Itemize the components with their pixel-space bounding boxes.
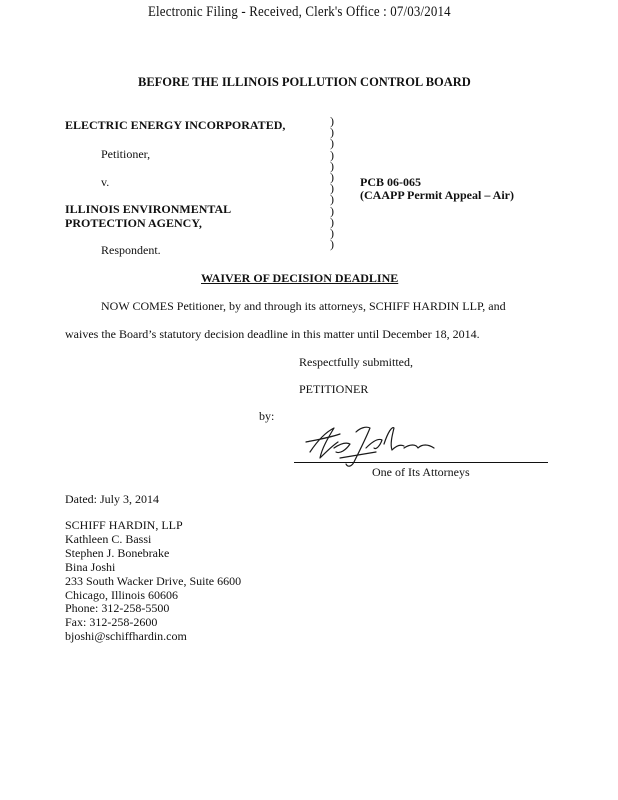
case-type: (CAAPP Permit Appeal – Air) (360, 188, 514, 202)
caption-paren: ) (330, 147, 334, 162)
attorney-name: Bina Joshi (65, 559, 116, 574)
closing-party: PETITIONER (299, 382, 369, 396)
caption-paren: ) (330, 226, 334, 241)
petitioner-name: ELECTRIC ENERGY INCORPORATED, (65, 118, 286, 132)
closing-respectfully: Respectfully submitted, (299, 355, 413, 369)
caption-paren: ) (330, 203, 334, 218)
document-title: WAIVER OF DECISION DEADLINE (201, 271, 399, 285)
attorney-name: Stephen J. Bonebrake (65, 545, 170, 560)
firm-email: bjoshi@schiffhardin.com (65, 629, 187, 644)
filing-stamp: Electronic Filing - Received, Clerk's Office : 07/03/2014 (148, 4, 451, 20)
body-line-2: waives the Board’s statutory decision deadline in this matter until December 18, 2014. (65, 327, 480, 341)
signature-caption: One of Its Attorneys (372, 465, 470, 479)
respondent-role: Respondent. (101, 243, 161, 257)
case-number: PCB 06-065 (360, 175, 421, 189)
caption-paren: ) (330, 114, 334, 128)
caption-paren: ) (330, 136, 334, 151)
caption-paren: ) (330, 125, 334, 140)
petitioner-role: Petitioner, (101, 147, 151, 161)
firm-fax: Fax: 312-258-2600 (65, 615, 158, 630)
versus-label: v. (101, 175, 110, 189)
signature-by-label: by: (259, 409, 275, 423)
board-title: BEFORE THE ILLINOIS POLLUTION CONTROL BOARD (138, 75, 471, 89)
caption-parenthesis-column (330, 116, 334, 250)
caption-paren: ) (330, 237, 334, 252)
firm-city-state-zip: Chicago, Illinois 60606 (65, 587, 178, 602)
caption-paren: ) (330, 181, 334, 196)
firm-street-address: 233 South Wacker Drive, Suite 6600 (65, 573, 242, 588)
firm-phone: Phone: 312-258-5500 (65, 601, 170, 616)
caption-paren: ) (330, 192, 334, 207)
firm-address-block (65, 519, 241, 644)
body-line-1: NOW COMES Petitioner, by and through its attorneys, SCHIFF HARDIN LLP, and (101, 299, 506, 313)
firm-name: SCHIFF HARDIN, LLP (65, 518, 183, 532)
attorney-name: Kathleen C. Bassi (65, 531, 152, 546)
caption-paren: ) (330, 158, 334, 173)
caption-paren: ) (330, 214, 334, 229)
respondent-name-line1: ILLINOIS ENVIRONMENTAL (65, 202, 232, 216)
caption-paren: ) (330, 170, 334, 185)
dated-line: Dated: July 3, 2014 (65, 492, 159, 506)
signature-line (294, 462, 548, 463)
respondent-name-line2: PROTECTION AGENCY, (65, 216, 202, 230)
